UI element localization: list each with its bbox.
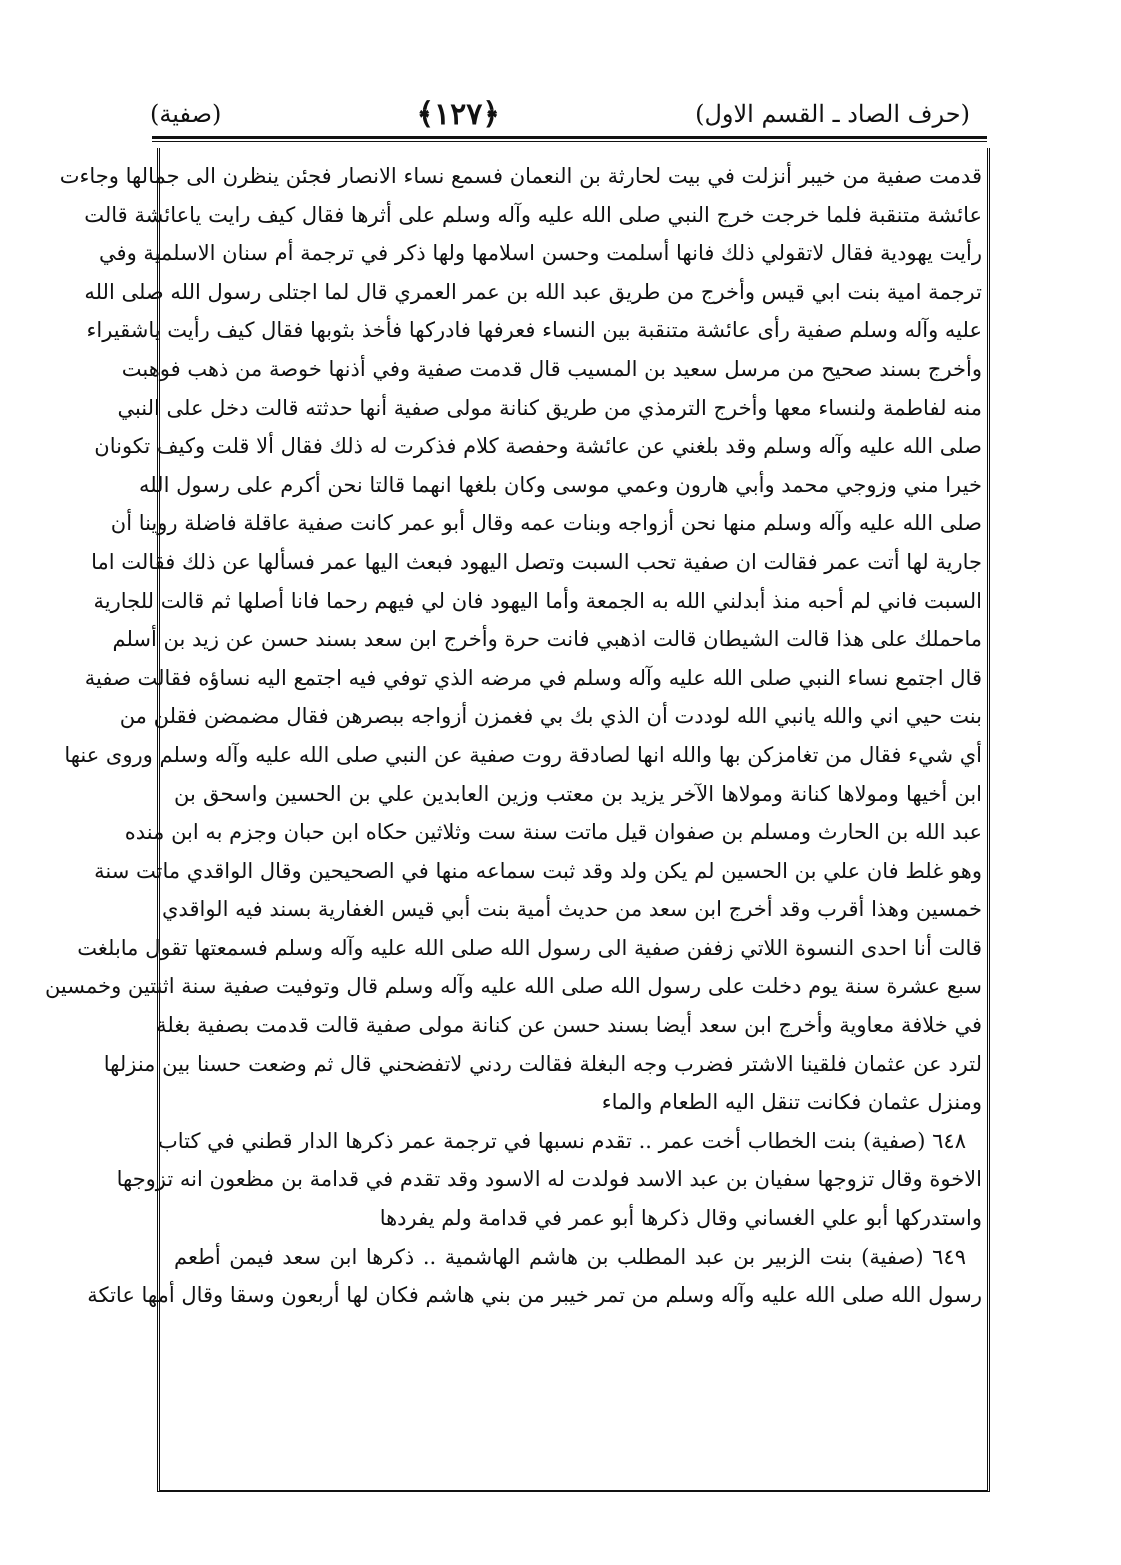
text-line: رأيت يهودية فقال لاتقولي ذلك فانها أسلمت وحسن اسلامها ولها ذكر في ترجمة أم سنان الاسلمية وفي	[99, 241, 982, 266]
text-line: عليه وآله وسلم صفية رأى عائشة متنقبة بين النساء فعرفها فادركها فأخذ بثوبها فقال كيف رأيت ياشقيراء	[86, 318, 982, 343]
running-header	[150, 92, 970, 136]
text-line: قدمت صفية من خيبر أنزلت في بيت لحارثة بن النعمان فسمع نساء الانصار فجئن ينظرن الى جمالها وجاءت	[59, 164, 982, 188]
text-line: واستدركها أبو علي الغساني وقال ذكرها أبو عمر في قدامة ولم يفردها	[379, 1206, 982, 1231]
text-line: في خلافة معاوية وأخرج ابن سعد أيضا بسند حسن عن كنانة مولى صفية قالت قدمت بصفية بغلة	[156, 1013, 982, 1038]
entry-648-first-line: ٦٤٨ (صفية) بنت الخطاب أخت عمر .. تقدم نسبها في ترجمة عمر ذكرها الدار قطني في كتاب	[157, 1128, 966, 1153]
text-line: صلى الله عليه وآله وسلم وقد بلغني عن عائشة وحفصة كلام فذكرت له ذلك فقال ألا قلت وكيف تكونان	[94, 434, 982, 459]
page-number: ﴿١٢٧﴾	[416, 96, 500, 132]
text-line: ابن أخيها ومولاها كنانة ومولاها الآخر يزيد بن معتب وزين العابدين علي بن الحسين واسحق بن	[174, 781, 982, 806]
text-line: ماحملك على هذا قالت الشيطان قالت اذهبي فانت حرة وأخرج ابن سعد بسند حسن عن زيد بن أسلم	[112, 627, 982, 652]
text-line: قالت أنا احدى النسوة اللاتي زففن صفية الى رسول الله صلى الله عليه وآله وسلم فسمعتها تقول مابلغت	[77, 935, 982, 960]
text-line: ترجمة امية بنت ابي قيس وأخرج من طريق عبد الله بن عمر العمري قال لما اجتلى رسول الله صلى الله	[84, 279, 982, 304]
text-line: منه لفاطمة ولنساء معها وأخرج الترمذي من طريق كنانة مولى صفية أنها حدثته قالت دخل على النبي	[117, 395, 982, 420]
text-line: السبت فاني لم أحبه منذ أبدلني الله به الجمعة وأما اليهود فان لي فيهم رحما فانا أصلها ثم قالت للجارية	[93, 588, 982, 613]
text-line: لترد عن عثمان فلقينا الاشتر فضرب وجه البغلة فقالت ردني لاتفضحني قال ثم وضعت حسنا بين منزلها	[103, 1051, 982, 1076]
text-line: سبع عشرة سنة يوم دخلت على رسول الله صلى الله عليه وآله وسلم قال وتوفيت صفية سنة اثنتين وخمسين	[44, 974, 982, 999]
text-line: عبد الله بن الحارث ومسلم بن صفوان قيل ماتت سنة ست وثلاثين حكاه ابن حبان وجزم به ابن منده	[124, 820, 982, 845]
header-rule-thick	[152, 136, 987, 139]
text-line: رسول الله صلى الله عليه وآله وسلم من تمر خيبر من بني هاشم فكان لها أربعون وسقا وقال أمها عاتكة	[87, 1283, 982, 1308]
header-section-title: (حرف الصاد ـ القسم الاول)	[695, 100, 970, 128]
header-entry-name: (صفية)	[150, 100, 222, 128]
text-line: بنت حيي اني والله يانبي الله لوددت أن الذي بك بي فغمزن أزواجه ببصرهن فقال مضمضن فقلن من	[119, 704, 982, 729]
text-line: وأخرج بسند صحيح من مرسل سعيد بن المسيب قال قدمت صفية وفي أذنها خوصة من ذهب فوهبت	[121, 356, 982, 381]
text-line: ومنزل عثمان فكانت تنقل اليه الطعام والماء	[601, 1090, 982, 1115]
text-line: قال اجتمع نساء النبي صلى الله عليه وآله وسلم في مرضه الذي توفي فيه اجتمع اليه نساؤه فقالت صفية	[84, 665, 982, 690]
text-line: وهو غلط فان علي بن الحسين لم يكن ولد وقد ثبت سماعه منها في الصحيحين وقال الواقدي ماتت سنة	[94, 858, 982, 883]
text-line: صلى الله عليه وآله وسلم منها نحن أزواجه وبنات عمه وقال أبو عمر كانت صفية عاقلة فاضلة روينا أن	[110, 511, 982, 536]
text-line: أي شيء فقال من تغامزكن بها والله انها لصادقة روت صفية عن النبي صلى الله عليه وآله وسلم وروى عنها	[64, 742, 982, 767]
text-line: الاخوة وقال تزوجها سفيان بن عبد الاسد فولدت له الاسود وقد تقدم في قدامة بن مظعون انه تزوجها	[116, 1167, 982, 1192]
main-text	[44, 157, 982, 1315]
text-line: جارية لها أتت عمر فقالت ان صفية تحب السبت وتصل اليهود فبعث اليها عمر فسألها عن ذلك فقالت اما	[91, 549, 982, 574]
entry-649-first-line: ٦٤٩ (صفية) بنت الزبير بن عبد المطلب بن هاشم الهاشمية .. ذكرها ابن سعد فيمن أطعم	[174, 1244, 966, 1269]
text-line: عائشة متنقبة فلما خرجت خرج النبي صلى الله عليه وآله وسلم على أثرها فقال كيف رايت ياعائشة قالت	[84, 202, 982, 227]
text-line: خمسين وهذا أقرب وقد أخرج ابن سعد من حديث أمية بنت أبي قيس الغفارية بسند فيه الواقدي	[162, 897, 982, 922]
text-line: خيرا مني وزوجي محمد وأبي هارون وعمي موسى وكان بلغها انهما قالتا نحن أكرم على رسول الله	[138, 472, 982, 497]
header-rule-thin	[152, 141, 987, 142]
